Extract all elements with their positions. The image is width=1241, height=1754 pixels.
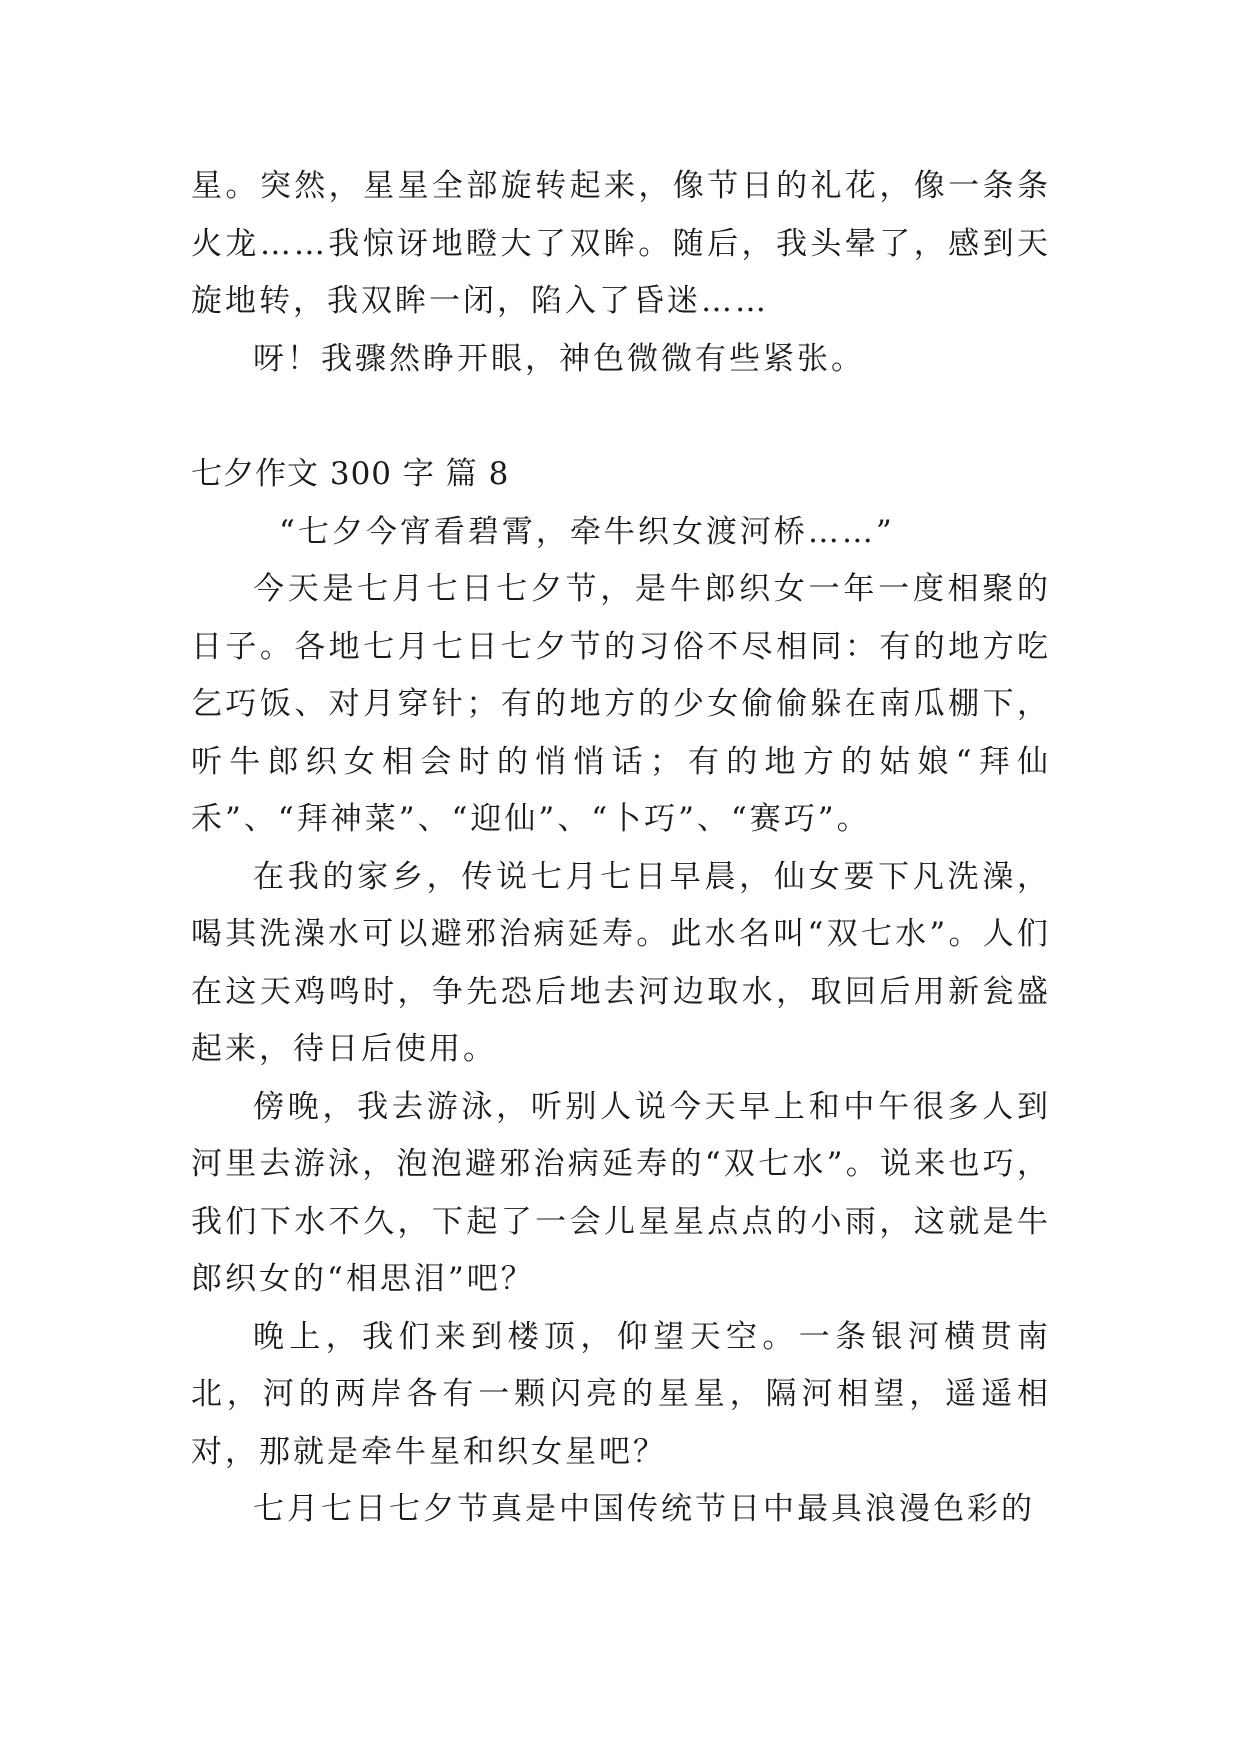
- document-body: [191, 158, 1051, 1539]
- opening-quote: “七夕今宵看碧霄，牵牛织女渡河桥……”: [279, 513, 895, 550]
- paragraph-customs: 今天是七月七日七夕节，是牛郎织女一年一度相聚的日子。各地七月七日七夕节的习俗不尽相同：有的地方吃乞巧饭、对月穿针；有的地方的少女偷偷躲在南瓜棚下，听牛郎织女相会时的悄悄话；有的地方的姑娘“拜仙禾”、“拜神菜”、“迎仙”、“卜巧”、“赛巧”。: [191, 571, 1051, 837]
- paragraph-continued: 星。突然，星星全部旋转起来，像节日的礼花，像一条条火龙……我惊讶地瞪大了双眸。随后，我头晕了，感到天旋地转，我双眸一闭，陷入了昏迷……: [191, 168, 1051, 319]
- paragraph-wakeup: 呀！我骤然睁开眼，神色微微有些紧张。: [253, 340, 865, 377]
- paragraph-closing: 七月七日七夕节真是中国传统节日中最具浪漫色彩的: [253, 1491, 1035, 1527]
- section-gap: [191, 388, 1051, 446]
- paragraph-night-sky: 晚上，我们来到楼顶，仰望天空。一条银河横贯南北，河的两岸各有一颗闪亮的星星，隔河相望，遥遥相对，那就是牵牛星和织女星吧？: [191, 1318, 1051, 1470]
- section-title: 七夕作文 300 字 篇 8: [191, 456, 510, 492]
- paragraph-hometown: 在我的家乡，传说七月七日早晨，仙女要下凡洗澡，喝其洗澡水可以避邪治病延寿。此水名叫“双七水”。人们在这天鸡鸣时，争先恐后地去河边取水，取回后用新瓮盛起来，待日后使用。: [191, 858, 1051, 1067]
- paragraph-evening-swim: 傍晚，我去游泳，听别人说今天早上和中午很多人到河里去游泳，泡泡避邪治病延寿的“双七水”。说来也巧，我们下水不久，下起了一会儿星星点点的小雨，这就是牛郎织女的“相思泪”吧？: [191, 1088, 1051, 1297]
